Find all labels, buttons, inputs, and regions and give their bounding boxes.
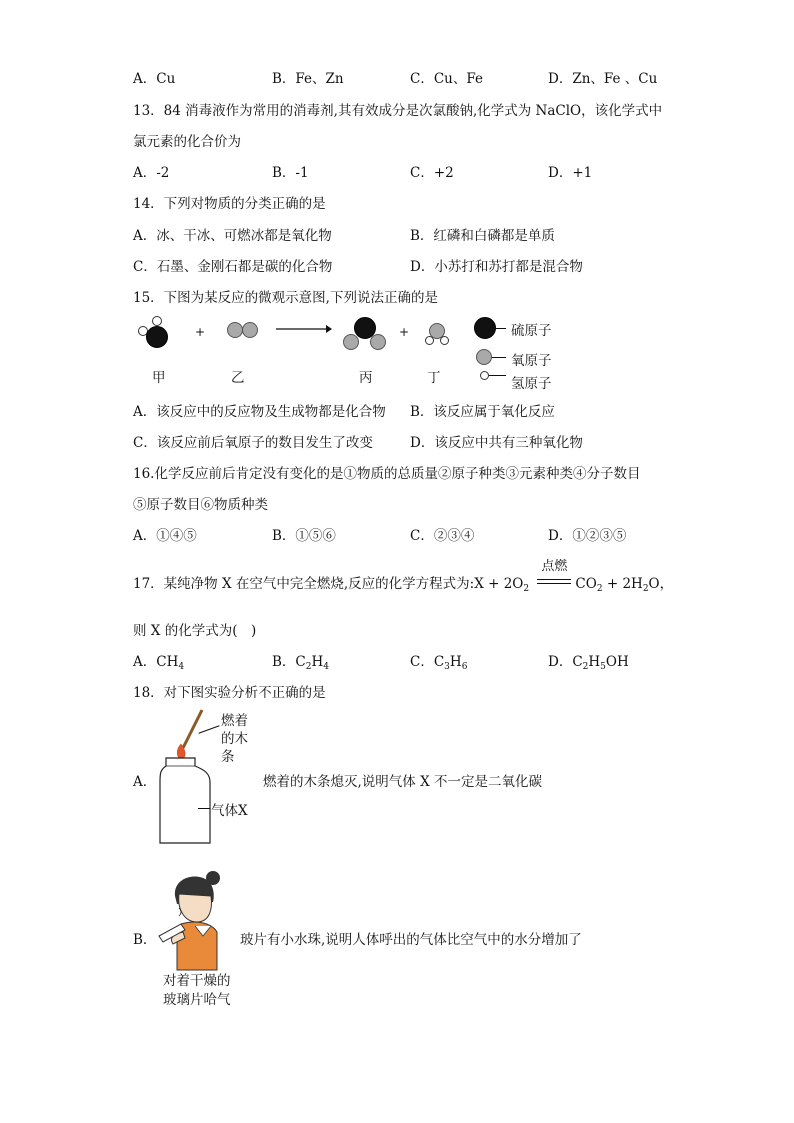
q13-stem-line2: 氯元素的化合价为 xyxy=(133,134,241,150)
option-text: H xyxy=(449,654,462,670)
q18-option-a-text: 燃着的木条熄灭,说明气体 X 不一定是二氧化碳 xyxy=(263,774,542,790)
subscript: 2 xyxy=(596,584,603,594)
legend-sulfur-atom xyxy=(474,317,496,339)
q17-option-b xyxy=(272,650,329,672)
subscript: 2 xyxy=(305,662,312,672)
legend-sulfur-label: 硫原子 xyxy=(511,323,552,339)
plus-sign: + xyxy=(195,325,206,339)
oxygen-atom xyxy=(227,322,243,338)
option-text: C．C xyxy=(410,654,445,670)
hydrogen-atom xyxy=(152,316,162,326)
label-yi: 乙 xyxy=(231,370,245,386)
option-text: OH xyxy=(605,654,629,670)
subscript: 4 xyxy=(323,662,329,672)
legend-line xyxy=(492,357,506,358)
hydrogen-atom xyxy=(440,336,449,345)
girl-breathing-on-glass-icon xyxy=(155,866,230,971)
label-bing: 丙 xyxy=(359,370,373,386)
product-tail: O， xyxy=(648,576,674,592)
q16-option-c: C．②③④ xyxy=(410,528,475,544)
q13-option-c: C．+2 xyxy=(410,165,454,181)
gas-bottle-with-burning-stick-icon xyxy=(150,708,230,848)
sulfur-atom xyxy=(146,326,168,348)
subscript: 6 xyxy=(461,662,468,672)
stick-label-line: 燃着 xyxy=(221,713,248,729)
q17-stem-line2: 则 X 的化学式为( ) xyxy=(133,623,257,639)
oxygen-atom xyxy=(343,334,359,350)
q15-option-c: C．该反应前后氧原子的数目发生了改变 xyxy=(133,435,373,451)
q12-option-b: B．Fe、Zn xyxy=(272,71,344,87)
q18-option-b-label: B． xyxy=(133,932,157,948)
q14-option-c: C．石墨、金刚石都是碳的化合物 xyxy=(133,259,333,275)
q17-stem-text: 17．某纯净物 X 在空气中完全燃烧,反应的化学方程式为:X + 2O xyxy=(133,576,524,592)
q12-option-c: C．Cu、Fe xyxy=(410,71,483,87)
legend-oxygen-label: 氧原子 xyxy=(511,353,552,369)
option-text: A．CH xyxy=(133,654,179,670)
q17-option-a xyxy=(133,650,184,672)
caption-line: 对着干燥的 xyxy=(163,973,231,989)
subscript: 4 xyxy=(178,662,185,672)
q12-option-a: A．Cu xyxy=(133,71,176,87)
q17-option-c xyxy=(410,650,467,672)
reaction-condition xyxy=(537,559,571,584)
option-text: H xyxy=(588,654,601,670)
hydrogen-atom xyxy=(425,336,434,345)
label-ding: 丁 xyxy=(427,370,441,386)
q16-stem-line1: 16.化学反应前后肯定没有变化的是①物质的总质量②原子种类③元素种类④分子数目 xyxy=(133,466,641,482)
q15-option-b: B．该反应属于氧化反应 xyxy=(410,404,555,420)
option-text: B．C xyxy=(272,654,306,670)
subscript: 2 xyxy=(642,584,649,594)
q18-option-b-text: 玻片有小水珠,说明人体呼出的气体比空气中的水分增加了 xyxy=(240,932,582,948)
q15-option-a: A．该反应中的反应物及生成物都是化合物 xyxy=(133,404,386,420)
caption-line: 玻璃片哈气 xyxy=(163,992,231,1008)
stick-label-line: 条 xyxy=(221,749,235,765)
product-h2o: + 2H xyxy=(602,576,643,592)
q16-stem-line2: ⑤原子数目⑥物质种类 xyxy=(133,497,268,513)
plus-sign: + xyxy=(399,325,410,339)
subscript: 2 xyxy=(582,662,589,672)
legend-hydrogen-label: 氢原子 xyxy=(511,376,552,392)
q14-option-d: D．小苏打和苏打都是混合物 xyxy=(410,259,583,275)
legend-hydrogen-atom xyxy=(480,371,489,380)
label-jia: 甲 xyxy=(152,370,166,386)
legend-line xyxy=(489,375,506,376)
q14-option-a: A．冰、干冰、可燃冰都是氧化物 xyxy=(133,228,332,244)
subscript: 3 xyxy=(444,662,450,672)
q18-stem: 18．对下图实验分析不正确的是 xyxy=(133,685,326,701)
q16-option-a: A．①④⑤ xyxy=(133,528,197,544)
q13-option-b: B．-1 xyxy=(272,165,309,181)
stick-label-line: 的木 xyxy=(221,731,248,747)
q16-option-b: B．①⑤⑥ xyxy=(272,528,336,544)
q17-option-d xyxy=(548,650,629,672)
q18-option-a-label: A． xyxy=(133,774,157,790)
q12-option-d: D．Zn、Fe 、Cu xyxy=(548,71,658,87)
oxygen-atom xyxy=(370,334,386,350)
q13-option-d: D．+1 xyxy=(548,165,593,181)
q13-option-a: A．-2 xyxy=(133,165,170,181)
stick-label xyxy=(221,712,248,766)
condition-label: 点燃 xyxy=(541,559,568,574)
gas-pointer-line xyxy=(198,808,210,809)
q13-stem-line1: 13．84 消毒液作为常用的消毒剂,其有效成分是次氯酸钠,化学式为 NaClO，该化学式中 xyxy=(133,103,663,119)
subscript: 5 xyxy=(600,662,606,672)
q15-stem: 15．下图为某反应的微观示意图,下列说法正确的是 xyxy=(133,290,438,306)
option-text: H xyxy=(311,654,324,670)
option-text: D．C xyxy=(548,654,583,670)
q18-b-caption xyxy=(163,972,231,1010)
legend-line xyxy=(496,328,506,329)
oxygen-atom xyxy=(242,322,258,338)
q16-option-d: D．①②③⑤ xyxy=(548,528,627,544)
reaction-arrow-icon xyxy=(274,323,334,335)
gas-label: 气体X xyxy=(211,803,248,819)
q15-option-d: D．该反应中共有三种氧化物 xyxy=(410,435,583,451)
legend-oxygen-atom xyxy=(476,349,492,365)
q17-stem xyxy=(133,559,674,594)
subscript: 2 xyxy=(523,584,530,594)
q14-stem: 14．下列对物质的分类正确的是 xyxy=(133,196,326,212)
q14-option-b: B．红磷和白磷都是单质 xyxy=(410,228,555,244)
equals-sign xyxy=(537,579,571,584)
product-co2: CO xyxy=(575,576,597,592)
